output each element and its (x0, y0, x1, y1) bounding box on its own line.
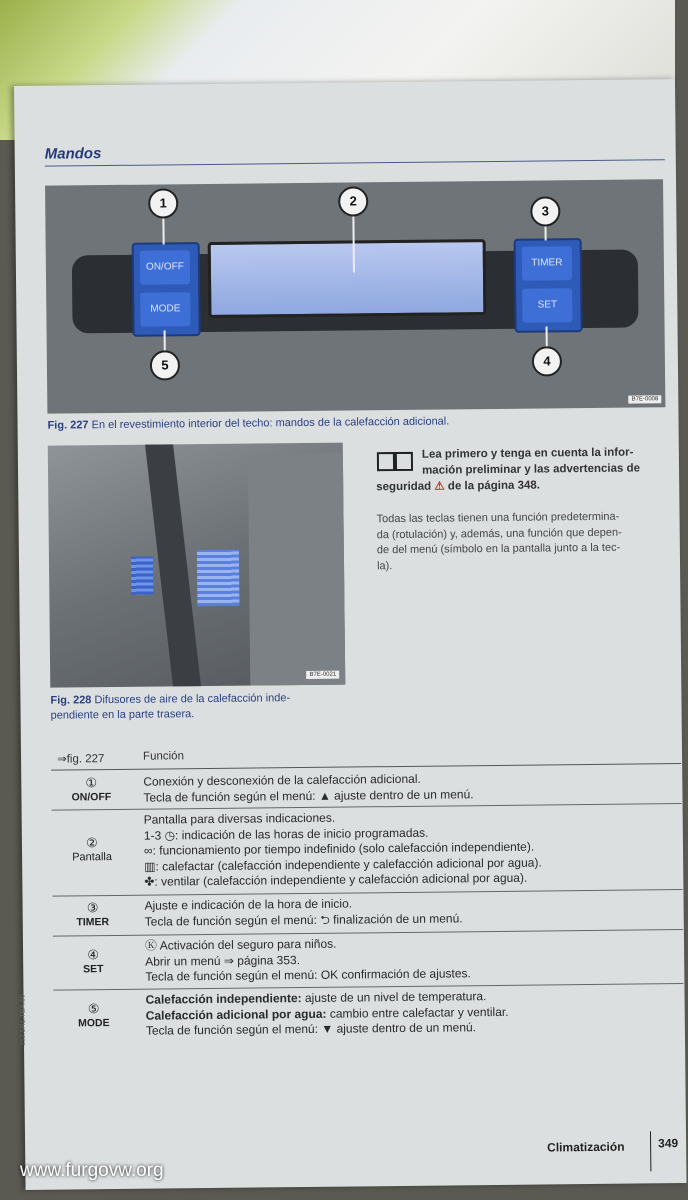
row-description: Calefacción independiente: ajuste de un nivel de temperatura. Calefacción adicional por agua: cambio entre calefactar y ventilar. Tecla de función según el menú: ▼ ajuste dentro de un menú. (145, 989, 509, 1038)
on-off-button: ON/OFF (140, 250, 190, 285)
figure-228-vents (48, 443, 346, 688)
caption-number: Fig. 228 (50, 694, 92, 707)
caption-line: Difusores de aire de la calefacción inde- (94, 692, 291, 707)
body-line: Todas las teclas tienen una función predetermina- (376, 510, 620, 526)
caption-number: Fig. 227 (47, 419, 89, 432)
notice-text: de la página 348. (447, 479, 541, 493)
callout-5: 5 (150, 350, 180, 380)
row-key: ③ TIMER (76, 900, 110, 929)
caption-text: En el revestimiento interior del techo: mandos de la calefacción adicional. (91, 415, 450, 432)
notice-text: seguridad (376, 480, 432, 494)
notice-block (376, 444, 676, 495)
table-row (53, 985, 684, 1046)
row-key: ⑤ MODE (78, 1001, 110, 1030)
notice-line: mación preliminar y las advertencias de (421, 462, 641, 477)
figure-227-controls (45, 179, 665, 413)
table-row (53, 891, 683, 937)
row-key: ② Pantalla (72, 835, 113, 864)
display-screen (208, 239, 487, 318)
callout-3: 3 (530, 196, 560, 226)
callout-1: 1 (148, 188, 178, 218)
right-button-block (514, 238, 583, 333)
air-vent-right (197, 550, 240, 606)
row-description: Pantalla para diversas indicaciones. 1-3 ◷: indicación de las horas de inicio programadas. ∞: funcionamiento por tiempo indefinido (solo calefacción independiente). ▥: calefactar (calefacción independiente y calefacción adicional por agua). ✤: ventilar (calefacción independiente y calefacción adicional por agua). (143, 810, 542, 889)
table-row (53, 931, 684, 991)
header-function: Función (142, 750, 185, 763)
notice-line: Lea primero y tenga en cuenta la infor- (421, 446, 634, 461)
warning-icon: ⚠ (434, 480, 445, 493)
footer-rule (650, 1131, 651, 1171)
footer-section: Climatización (547, 1139, 625, 1155)
callout-2: 2 (338, 186, 368, 216)
watermark: www.furgovw.org (20, 1160, 164, 1181)
figure-227-caption (47, 415, 449, 431)
body-line: da (rotulación) y, además, una función que depen- (376, 526, 622, 541)
mode-button: MODE (140, 292, 190, 327)
title-rule (45, 159, 665, 166)
leader-2 (352, 210, 355, 272)
figure-code: B7E-0008 (629, 395, 662, 403)
table-row (52, 805, 683, 897)
left-button-block (132, 242, 201, 337)
header-ref: ⇒fig. 227 (56, 753, 105, 766)
air-vent-left (131, 557, 153, 595)
row-description: Ajuste e indicación de la hora de inicio. Tecla de función según el menú: ⮌ finalización de un menú. (144, 896, 463, 929)
notice-line (376, 476, 676, 495)
table-header (51, 745, 681, 771)
row-key: ④ SET (82, 947, 104, 976)
figure-228-caption (50, 691, 290, 724)
caption-line: pendiente en la parte trasera. (50, 708, 195, 722)
door-panel (248, 453, 345, 686)
manual-page (14, 79, 687, 1190)
figure-code: B7E-0021 (306, 671, 339, 679)
leader-5 (164, 330, 166, 352)
pillar (145, 444, 201, 686)
body-line: la). (376, 559, 393, 572)
row-description: Ⓚ Activación del seguro para niños. Abrir un menú ⇒ página 353. Tecla de función según el menú: OK confirmación de ajustes. (144, 936, 471, 984)
body-paragraph (376, 509, 677, 574)
body-line: de del menú (símbolo en la pantalla junto a la tec- (376, 541, 621, 557)
page-number: 349 (658, 1136, 679, 1151)
row-description: Conexión y desconexión de la calefacción adicional. Tecla de función según el menú: ▲ ajuste dentro de un menú. (143, 771, 474, 805)
section-title: Mandos (44, 145, 102, 163)
callout-4: 4 (532, 346, 562, 376)
side-reference: 152.5R1.TBA.60 (19, 994, 28, 1046)
timer-button: TIMER (522, 246, 572, 281)
row-key: ① ON/OFF (71, 775, 112, 804)
leader-4 (546, 326, 548, 346)
table-row (51, 767, 681, 811)
set-button: SET (522, 288, 572, 323)
